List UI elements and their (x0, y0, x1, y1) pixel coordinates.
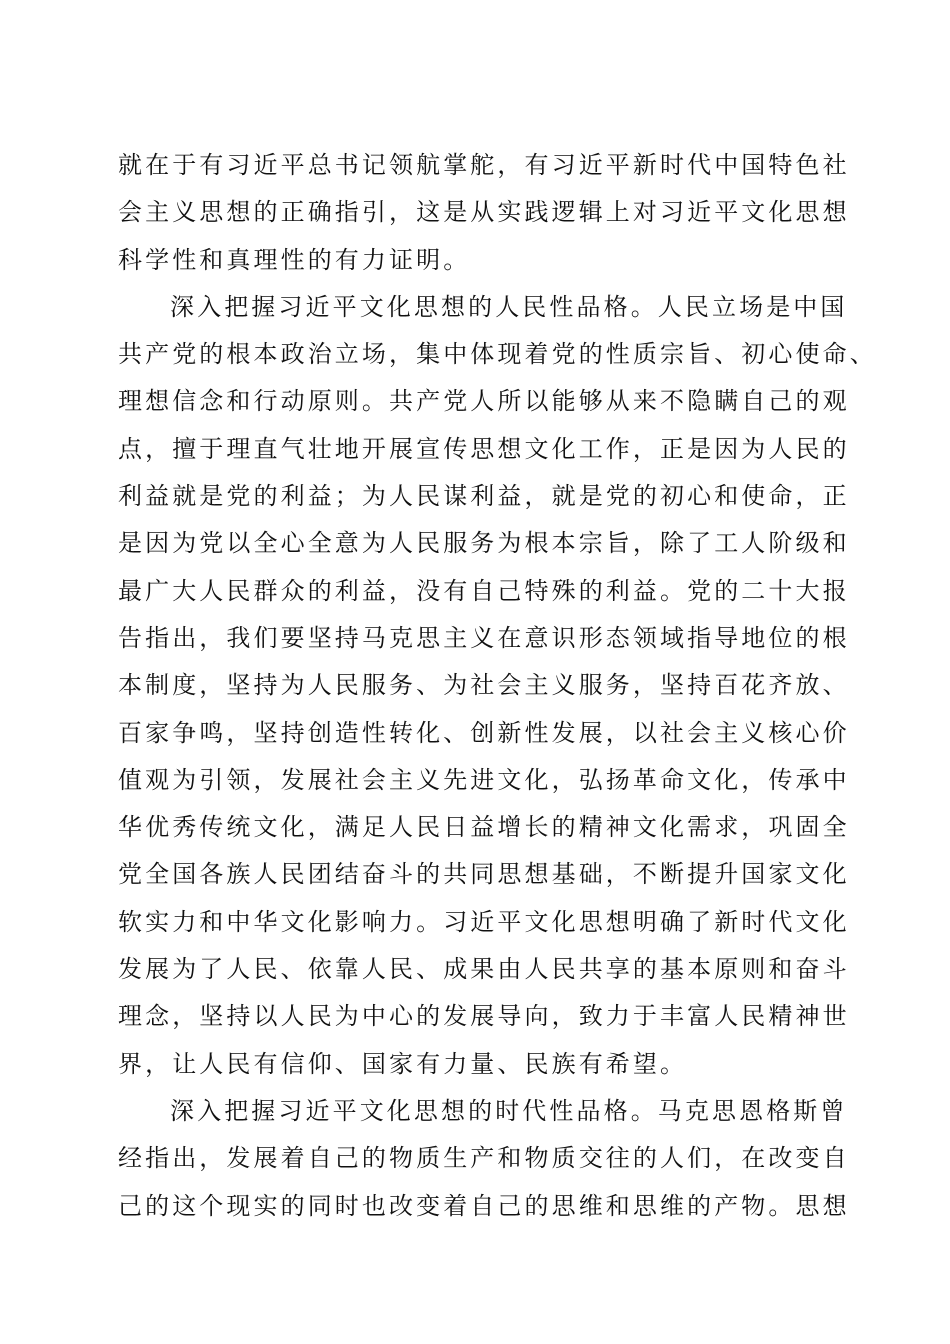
text-line: 会主义思想的正确指引，这是从实践逻辑上对习近平文化思想 (118, 198, 850, 227)
text-line: 最广大人民群众的利益，没有自己特殊的利益。党的二十大报 (118, 576, 850, 605)
text-line: 软实力和中华文化影响力。习近平文化思想明确了新时代文化 (118, 907, 850, 936)
text-line: 是因为党以全心全意为人民服务为根本宗旨，除了工人阶级和 (118, 529, 850, 558)
text-line: 经指出，发展着自己的物质生产和物质交往的人们，在改变自 (118, 1144, 850, 1173)
text-line: 发展为了人民、依靠人民、成果由人民共享的基本原则和奋斗 (118, 955, 850, 984)
text-line: 界，让人民有信仰、国家有力量、民族有希望。 (118, 1049, 688, 1078)
text-line: 告指出，我们要坚持马克思主义在意识形态领域指导地位的根 (118, 623, 850, 652)
text-line: 本制度，坚持为人民服务、为社会主义服务，坚持百花齐放、 (118, 671, 850, 700)
text-line: 科学性和真理性的有力证明。 (118, 245, 471, 274)
paragraph-start-line: 深入把握习近平文化思想的人民性品格。人民立场是中国 (170, 292, 848, 321)
text-line: 华优秀传统文化，满足人民日益增长的精神文化需求，巩固全 (118, 813, 850, 842)
text-line: 党全国各族人民团结奋斗的共同思想基础，不断提升国家文化 (118, 860, 850, 889)
text-line: 就在于有习近平总书记领航掌舵，有习近平新时代中国特色社 (118, 151, 850, 179)
text-line: 理想信念和行动原则。共产党人所以能够从来不隐瞒自己的观 (118, 387, 850, 416)
paragraph-start-line: 深入把握习近平文化思想的时代性品格。马克思恩格斯曾 (170, 1096, 848, 1125)
text-line: 理念，坚持以人民为中心的发展导向，致力于丰富人民精神世 (118, 1002, 850, 1031)
text-line: 点，擅于理直气壮地开展宣传思想文化工作，正是因为人民的 (118, 434, 850, 463)
body-text (118, 142, 877, 1230)
text-line: 共产党的根本政治立场，集中体现着党的性质宗旨、初心使命、 (118, 340, 877, 369)
text-line: 百家争鸣，坚持创造性转化、创新性发展，以社会主义核心价 (118, 718, 850, 747)
text-line: 值观为引领，发展社会主义先进文化，弘扬革命文化，传承中 (118, 765, 850, 794)
text-line: 利益就是党的利益；为人民谋利益，就是党的初心和使命，正 (118, 482, 850, 511)
text-line: 己的这个现实的同时也改变着自己的思维和思维的产物。思想 (118, 1191, 850, 1220)
